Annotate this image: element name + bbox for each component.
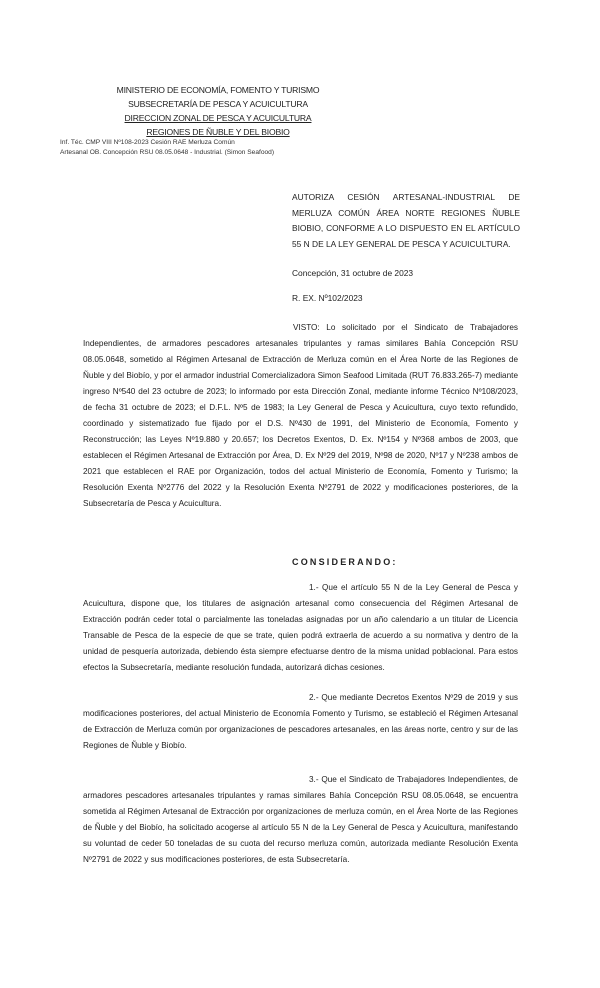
header-ministry: MINISTERIO DE ECONOMÍA, FOMENTO Y TURISMO bbox=[116, 85, 320, 95]
visto-paragraph bbox=[83, 320, 518, 512]
header-subsecretaria: SUBSECRETARÍA DE PESCA Y ACUICULTURA bbox=[128, 99, 308, 109]
ministry-header bbox=[88, 83, 348, 139]
considerando-3 bbox=[83, 772, 518, 868]
header-direccion-zonal: DIRECCION ZONAL DE PESCA Y ACUICULTURA bbox=[124, 113, 312, 123]
considerando-3-text: 3.- Que el Sindicato de Trabajadores Independientes, de armadores pescadores artesanales tripulantes y ramas similares Bahía Concepción RSU 08.05.0648, se encuentra sometida al Régimen Artesanal de Extracción por organizaciones de merluza común, en el Área Norte de las Regiones de Ñuble y del Biobío, ha solicitado acogerse al artículo 55 N de la Ley General de Pesca y Acuicultura, manifestando su voluntad de ceder 50 toneladas de su cuota del recurso merluza común, autorizada mediante Resolución Exenta Nº2791 de 2022 y sus modificaciones posteriores, de esta Subsecretaría. bbox=[83, 775, 518, 864]
header-regiones: REGIONES DE ÑUBLE Y DEL BIOBIO bbox=[146, 127, 290, 137]
considerando-1-text: 1.- Que el artículo 55 N de la Ley General de Pesca y Acuicultura, dispone que, los titulares de asignación artesanal como consecuencia del Régimen Artesanal de Extracción podrán ceder total o parcialmente las toneladas asignadas por un año calendario a un titular de Licencia Transable de Pesca de la especie de que se trate, quien podrá extraerla de acuerdo a su normativa y dentro de la unidad de pesquería autorizada, debiendo ésta siempre efectuarse dentro de la misma unidad poblacional. Para estos efectos la Subsecretaría, mediante resolución fundada, autorizará dichas cesiones. bbox=[83, 583, 518, 672]
reference-note bbox=[60, 138, 274, 158]
visto-text: VISTO: Lo solicitado por el Sindicato de Trabajadores Independientes, de armadores pescadores artesanales tripulantes y ramas similares Bahía Concepción RSU 08.05.0648, sometido al Régimen Artesanal de Extracción de Merluza común en el Área Norte de las Regiones de Ñuble y del Biobío, y por el armador industrial Comercializadora Simon Seafood Limitada (RUT 76.833.265-7) mediante ingreso Nº540 del 23 octubre de 2023; lo informado por esta Dirección Zonal, mediante informe Técnico Nº108/2023, de fecha 31 octubre de 2023; el D.F.L. Nº5 de 1983; la Ley General de Pesca y Acuicultura, cuyo texto refundido, coordinado y sistematizado fue fijado por el D.S. Nº430 de 1991, del Ministerio de Economía, Fomento y Reconstrucción; las Leyes Nº19.880 y 20.657; los Decretos Exentos, D. Ex. Nº154 y Nº368 ambos de 2003, que establecen el Régimen Artesanal de Extracción por Área, D. Ex Nº29 del 2019, Nº98 de 2020, Nº17 y Nº238 ambos de 2021 que establecen el RAE por Organización, todos del actual Ministerio de Economía, Fomento y Turismo; la Resolución Exenta Nº2776 del 2022 y la Resolución Exenta Nº2791 de 2022 y modificaciones posteriores, de la Subsecretaría de Pesca y Acuicultura. bbox=[83, 323, 518, 508]
considerando-1 bbox=[83, 580, 518, 676]
considerando-2-text: 2.- Que mediante Decretos Exentos Nº29 de 2019 y sus modificaciones posteriores, del actual Ministerio de Economía Fomento y Turismo, se estableció el Régimen Artesanal de Extracción de Merluza común por organizaciones de pescadores artesanales, en las áreas norte, centro y sur de las Regiones de Ñuble y Biobío. bbox=[83, 693, 518, 750]
reference-line-2: Artesanal OB. Concepción RSU 08.05.0648 - Industrial. (Simon Seafood) bbox=[60, 149, 275, 156]
reference-line-1: Inf. Téc. CMP VIII Nº108-2023 Cesión RAE Merluza Común bbox=[60, 139, 235, 146]
considerando-heading: CONSIDERANDO: bbox=[292, 557, 398, 567]
resolution-date: Concepción, 31 octubre de 2023 bbox=[292, 268, 414, 278]
resolution-number: R. EX. Nº102/2023 bbox=[292, 293, 363, 303]
considerando-2 bbox=[83, 690, 518, 754]
resolution-title: AUTORIZA CESIÓN ARTESANAL-INDUSTRIAL DE MERLUZA COMÚN ÁREA NORTE REGIONES ÑUBLE BIOBIO, CONFORME A LO DISPUESTO EN EL ARTÍCULO 55 N DE LA LEY GENERAL DE PESCA Y ACUICULTURA. bbox=[292, 192, 520, 249]
